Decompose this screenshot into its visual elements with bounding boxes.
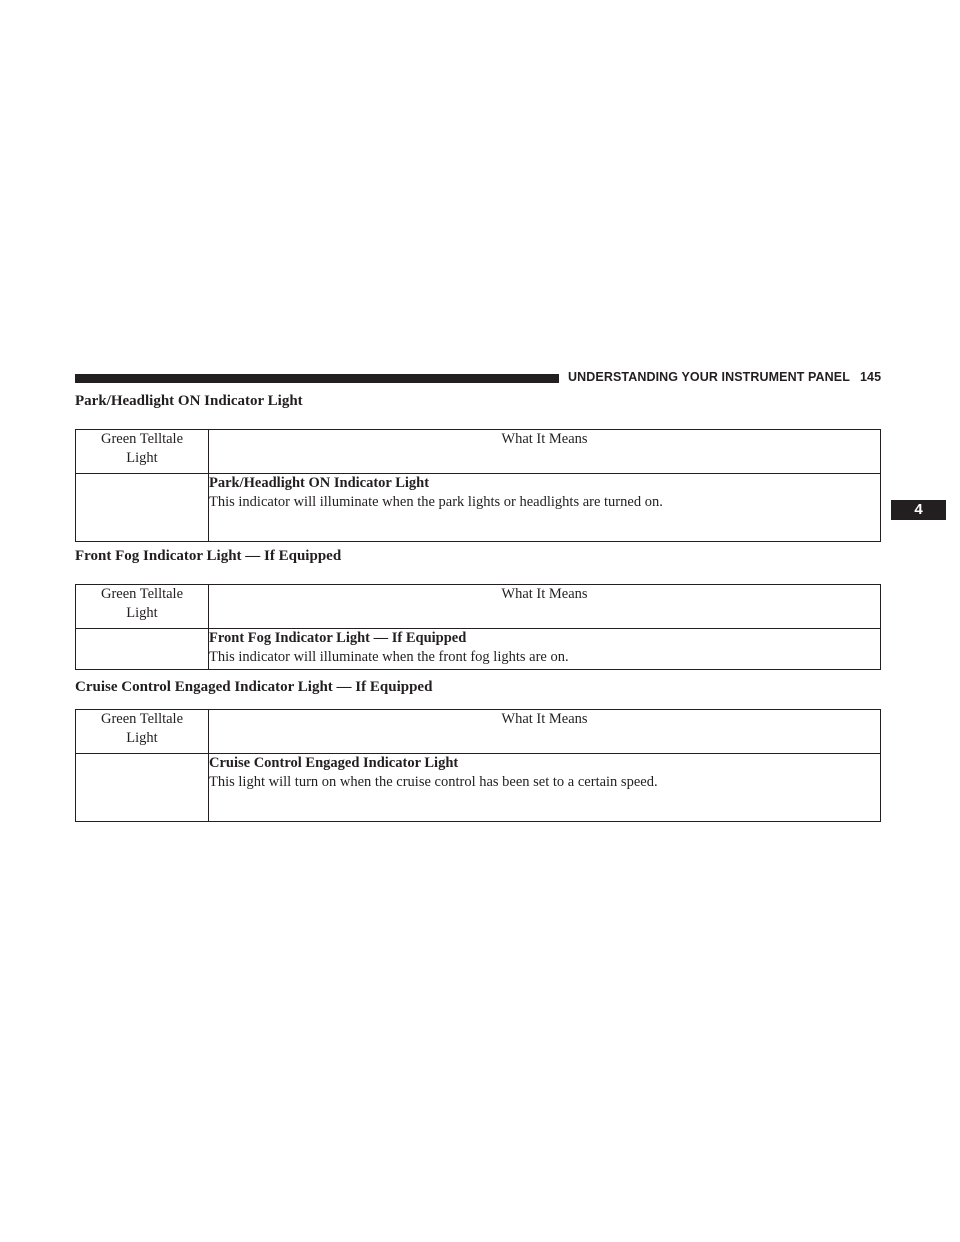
page-number: 145	[859, 370, 882, 384]
col-header-telltale-line1: Green Telltale	[100, 431, 184, 447]
telltale-icon-cell	[76, 629, 209, 670]
meaning-title: Cruise Control Engaged Indicator Light	[209, 755, 459, 771]
col-header-telltale-line1: Green Telltale	[100, 586, 184, 602]
park-headlight-table	[75, 429, 881, 542]
chapter-tab: 4	[891, 500, 946, 520]
header-rule	[75, 374, 559, 383]
telltale-icon-cell	[76, 474, 209, 542]
col-header-telltale-line2: Light	[126, 730, 158, 746]
col-header-telltale	[76, 430, 209, 474]
meaning-title: Park/Headlight ON Indicator Light	[209, 475, 430, 491]
telltale-icon-cell	[76, 754, 209, 822]
section-title-park-headlight: Park/Headlight ON Indicator Light	[75, 393, 303, 409]
meaning-cell	[209, 474, 881, 542]
front-fog-table	[75, 584, 881, 670]
col-header-telltale-line2: Light	[126, 605, 158, 621]
meaning-text: This indicator will illuminate when the park lights or headlights are turned on.	[209, 494, 663, 510]
col-header-meaning: What It Means	[209, 430, 881, 474]
col-header-telltale-line2: Light	[126, 450, 158, 466]
meaning-title: Front Fog Indicator Light — If Equipped	[209, 630, 467, 646]
section-title-cruise-control: Cruise Control Engaged Indicator Light — If Equipped	[75, 679, 433, 695]
running-title: UNDERSTANDING YOUR INSTRUMENT PANEL	[568, 370, 850, 384]
col-header-telltale	[76, 710, 209, 754]
running-header	[568, 370, 881, 384]
col-header-meaning: What It Means	[209, 710, 881, 754]
col-header-meaning: What It Means	[209, 585, 881, 629]
cruise-control-table	[75, 709, 881, 822]
section-title-front-fog: Front Fog Indicator Light — If Equipped	[75, 548, 342, 564]
meaning-text: This indicator will illuminate when the front fog lights are on.	[209, 649, 569, 665]
col-header-telltale	[76, 585, 209, 629]
col-header-telltale-line1: Green Telltale	[100, 711, 184, 727]
meaning-cell	[209, 629, 881, 670]
meaning-cell	[209, 754, 881, 822]
meaning-text: This light will turn on when the cruise control has been set to a certain speed.	[209, 774, 658, 790]
